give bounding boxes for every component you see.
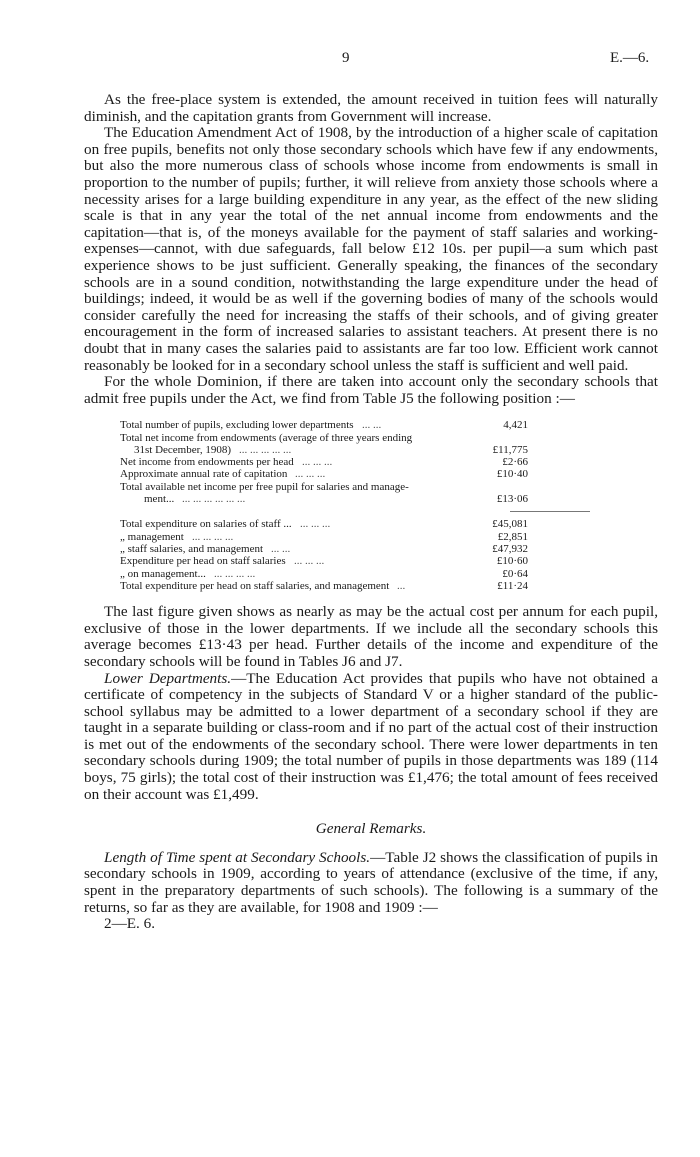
table-row-leader: ... ... [271,542,291,555]
table-row-label: Total available net income per free pupil for salaries and manage- [120,480,409,493]
table-row-label: „ management [120,530,184,543]
table-row-leader: ... ... ... ... [214,567,256,580]
table-row-leader: ... ... ... [295,468,326,481]
table-row [84,493,658,505]
finance-table-expenditure [84,518,658,592]
table-row-value: £10·60 [496,555,528,568]
lower-departments-text: —The Education Act provides that pupils who have not obtained a certificate of competency in the subjects of Standard V or a higher standard of the public-school syllabus may be admitted to a lower department of a secondary school if they are taught in a separate building or class-room and if no part of the actual cost of their instruction is met out of the endowments of the secondary school. There were lower departments in ten secondary schools during 1909; the total number of pupils in those departments was 189 (114 boys, 75 girls); the total cost of their instruction was £1,476; the total amount of fees received on their account was £1,499. [84,669,658,803]
table-row-value: £47,932 [492,542,528,555]
table-row [84,518,658,530]
table-row-leader: ... ... ... [300,518,331,531]
table-row [84,444,658,456]
paragraph-dominion-position: For the whole Dominion, if there are taken into account only the secondary schools that admit free pupils under the Act, we find from Table J5 the following position :— [84,373,658,407]
table-row-label: 31st December, 1908) [134,443,232,456]
table-row [84,481,658,493]
table-row-value: £10·40 [496,468,528,481]
footer-signature: 2—E. 6. [104,915,156,933]
table-row-leader: ... ... [362,419,382,432]
table-row [84,531,658,543]
table-row [84,456,658,468]
finance-table [84,419,658,592]
document-reference: E.—6. [610,50,650,66]
table-row-value: £2·66 [502,456,528,469]
table-row-value: £45,081 [492,518,528,531]
table-row-leader: ... [397,579,406,592]
paragraph-amendment-act: The Education Amendment Act of 1908, by the introduction of a higher scale of capitation on free pupils, benefits not only those secondary schools which have few if any endowments, but also the more numerous class of schools whose income from endowments is small in proportion to the number of pupils; further, it will relieve from anxiety those schools where a necessity arises for a large building expenditure in any year, as the effect of the new sliding scale is that in any year the total of the net annual income from endowments and the capitation—that is, of the moneys available for the payment of staff salaries and working-expenses—cannot, with due safeguards, fall below £12 10s. per pupil—a sum which past experience shows to be just sufficient. Generally speaking, the finances of the secondary schools are in a sound condition, notwithstanding the large expenditure under the head of buildings; indeed, it would be as well if the governing bodies of many of the schools would consider carefully the need for increasing the staffs of their schools, and of giving greater encouragement in the form of increased salaries to assistant teachers. At present there is no doubt that in many cases the salaries paid to assistants are far too low. Efficient work cannot reasonably be looked for in a secondary school unless the staff is sufficient and well paid. [84,124,658,374]
paragraph-lower-departments [84,671,658,804]
page-body [84,92,658,933]
table-row-label: Approximate annual rate of capitation [120,468,288,481]
table-row [84,543,658,555]
table-row-leader: ... ... ... ... ... [239,443,292,456]
table-row [84,468,658,480]
paragraph-last-figure: The last figure given shows as nearly as may be the actual cost per annum for each pupil, exclusive of those in the lower departments. If we include all the secondary schools this average becomes £13·43 per head. Further details of the income and expenditure of the secondary schools will be found in Tables J6 and J7. [84,603,658,670]
length-of-time-heading: Length of Time spent at Secondary Schools. [104,848,371,866]
table-row [84,568,658,580]
lower-departments-heading: Lower Departments. [104,669,232,687]
table-row-value: £11·24 [497,579,528,592]
table-row-value: 4,421 [503,419,528,432]
table-row-leader: ... ... ... ... ... ... [182,493,246,506]
table-row-value: £2,851 [497,530,528,543]
table-row-value: £0·64 [502,567,528,580]
table-row-value: £13·06 [496,493,528,506]
table-row-leader: ... ... ... [302,456,333,469]
table-row-value: £11,775 [492,443,528,456]
table-row-label: Total number of pupils, excluding lower departments [120,419,354,432]
table-row [84,555,658,567]
paragraph-length-of-time [84,850,658,916]
table-divider [510,511,590,512]
table-row [84,432,658,444]
length-of-time-text: —Table J2 shows the classification of pupils in secondary schools in 1909, according to years of attendance (exclusive of the time, if any, spent in the preparatory departments of such schools). The following is a summary of the returns, so far as they are available, for 1908 and 1909 :— [84,848,658,916]
table-row-leader: ... ... ... [294,555,325,568]
table-row-label: Total expenditure per head on staff salaries, and management [120,579,390,592]
table-row-label: ment... [144,493,175,506]
table-row [84,580,658,592]
table-row-label: Net income from endowments per head [120,456,294,469]
table-row-leader: ... ... ... ... [192,530,234,543]
table-row-label: Total expenditure on salaries of staff ... [120,518,292,531]
page-number: 9 [342,50,350,66]
table-row-label: „ staff salaries, and management [120,542,264,555]
page-header [0,50,700,70]
table-row-label: Total net income from endowments (average of three years ending [120,431,413,444]
table-row-label: Expenditure per head on staff salaries [120,555,286,568]
table-row [84,419,658,431]
finance-table-income [84,419,658,505]
table-row-label: „ on management... [120,567,206,580]
section-heading: General Remarks. [315,820,427,838]
paragraph-tuition-fees: As the free-place system is extended, the amount received in tuition fees will naturally diminish, and the capitation grants from Government will increase. [84,91,658,125]
